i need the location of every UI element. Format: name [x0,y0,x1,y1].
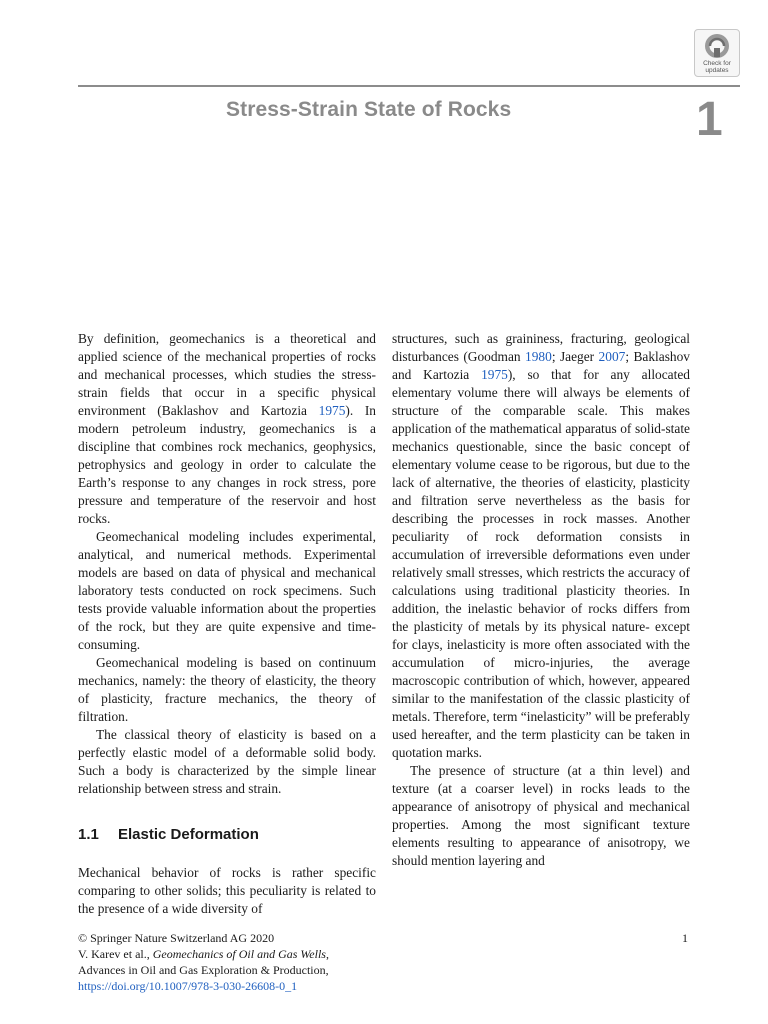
paragraph: structures, such as graininess, fracturing, geological disturbances (Goodman 1980; Jaeger 2007; Baklashov and Kartozia 1975), so that for any allocated elementary volume there will always be elements of structure of the comparable scale. This makes application of the mathematical apparatus of solid-state mechanics questionable, since the basic concept of elementary volume cease to be rigorous, but due to the lack of alternative, the theories of elasticity, plasticity and filtration serve nevertheless as the basis for describing the processes in rock masses. Another peculiarity of rock deformation consists in accumulation of irreversible deformations even under relatively small stresses, which restricts the accuracy of calculations using traditional plasticity theories. In addition, the inelastic behavior of rocks differs from the plasticity of metals by its physical nature- except for clays, inelasticity is more often associated with the accumulation of micro-injuries, the average macroscopic contribution of which, however, appeared similar to the manifestation of the classic plasticity of metals. Therefore, term “inelasticity” will be preferably used hereafter, and the term plasticity can be taken in quotation marks. [392,331,690,760]
left-column [78,330,376,918]
chapter-number: 1 [696,93,723,146]
citation-link[interactable]: 1975 [318,403,346,418]
paragraph: Mechanical behavior of rocks is rather specific comparing to other solids; this peculiarity is related to the presence of a wide diversity of [78,865,376,916]
series-line: Advances in Oil and Gas Exploration & Production, [78,963,329,977]
section-title: Elastic Deformation [118,826,259,843]
badge-label: Check for updates [703,60,731,74]
paragraph: Geomechanical modeling is based on continuum mechanics, namely: the theory of elasticity, the theory of plasticity, fracture mechanics, the theory of filtration. [78,655,376,724]
crossmark-icon [704,33,730,59]
doi-link[interactable]: https://doi.org/10.1007/978-3-030-26608-0_1 [78,979,298,993]
footer-citation [78,930,448,994]
chapter-title: Stress-Strain State of Rocks [226,98,512,121]
header-rule [78,85,740,87]
paragraph: The classical theory of elasticity is based on a perfectly elastic model of a deformable solid body. Such a body is characterized by the simple linear relationship between stress and strain. [78,727,376,796]
paragraph: By definition, geomechanics is a theoretical and applied science of the mechanical properties of rocks and mechanical processes, which studies the stress-strain fields that occur in a specific physical environment (Baklashov and Kartozia 1975). In modern petroleum industry, geomechanics is a discipline that combines rock mechanics, geophysics, petrophysics and geology in order to calculate the Earth’s response to any changes in rock stress, pore pressure and temperature of the reservoir and host rocks. [78,331,376,526]
paragraph: Geomechanical modeling includes experimental, analytical, and numerical methods. Experimental models are based on data of physical and mechanical laboratory tests conducted on rock specimens. Such tests provide valuable information about the properties of the rock, but they are quite expensive and time-consuming. [78,529,376,652]
right-column [392,330,690,870]
copyright-line: © Springer Nature Switzerland AG 2020 [78,931,275,945]
book-reference: V. Karev et al., Geomechanics of Oil and Gas Wells, [78,947,329,961]
page-number: 1 [682,931,688,945]
section-heading [78,826,376,844]
book-title: Geomechanics of Oil and Gas Wells [152,947,326,961]
citation-link[interactable]: 1975 [481,367,508,382]
section-number: 1.1 [78,826,99,843]
check-for-updates-badge[interactable] [694,29,740,77]
citation-link[interactable]: 2007 [598,349,626,364]
citation-link[interactable]: 1980 [525,349,552,364]
paragraph: The presence of structure (at a thin level) and texture (at a coarser level) in rocks leads to the appearance of anisotropy of physical and mechanical properties. Among the most significant texture elements resulting to appearance of anisotropy, we should mention layering and [392,763,690,868]
